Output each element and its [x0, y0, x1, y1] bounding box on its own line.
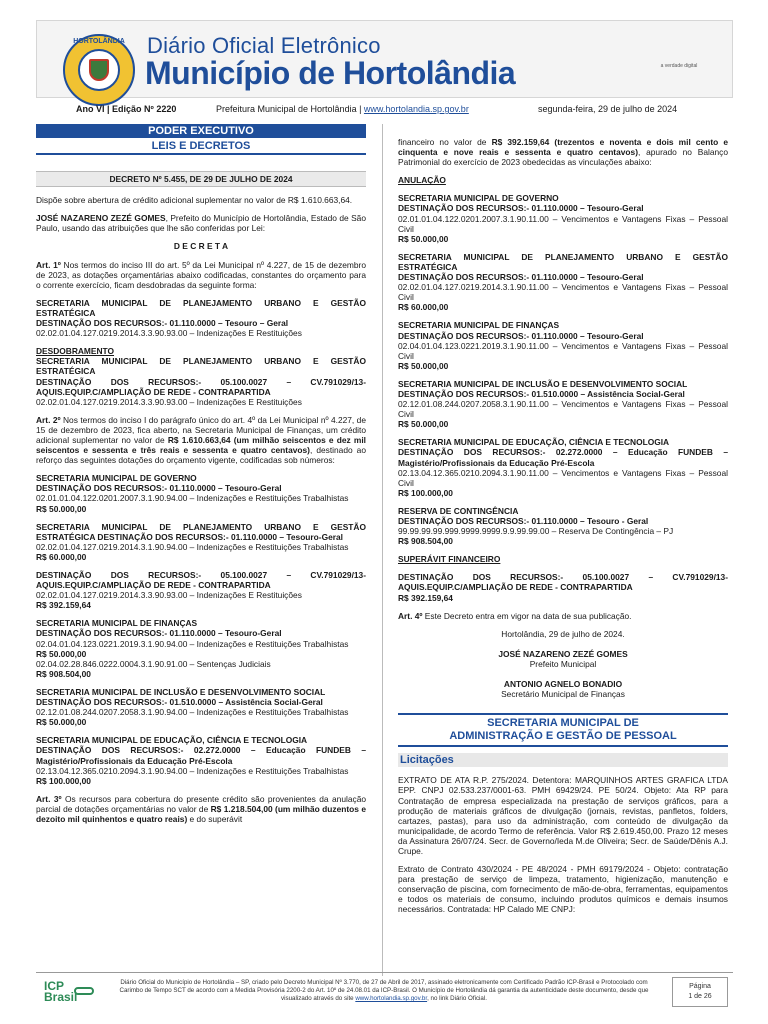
section-banner-administracao: SECRETARIA MUNICIPAL DE ADMINISTRAÇÃO E GESTÃO DE PESSOAL	[398, 713, 728, 747]
decree-preamble: JOSÉ NAZARENO ZEZÉ GOMES, Prefeito do Município de Hortolândia, Estado de São Paulo, usando das atribuições que lhe são conferidas por Lei:	[36, 213, 366, 234]
decreta-heading: D E C R E T A	[173, 241, 229, 252]
licitacoes-heading: Licitações	[398, 753, 728, 767]
icp-brasil-logo-icon: ICP Brasil	[44, 979, 96, 1005]
dotacao-block: SECRETARIA MUNICIPAL DE PLANEJAMENTO URBANO E GESTÃO ESTRATÉGICA DESTINAÇÃO DOS RECURSOS:- 01.110.0000 – Tesouro – Geral 02.02.01.04.127.0219.2014.3.3.90.93.00 – Indenizações E Restituições	[36, 297, 366, 339]
section-banner-leis-decretos: LEIS E DECRETOS	[36, 141, 366, 155]
seal-label: HORTOLÂNDIA	[73, 38, 125, 45]
licitacao-extrato-ata: EXTRATO DE ATA R.P. 275/2024. Detentora: MARQUINHOS ARTES GRAFICA LTDA EPP. CNPJ 02.533.237/0001-63. PMH 69429/24. PE 50/24. Objeto: Ata RP para Contratação de empresa especializada na prestação de serviços gráficos, para a produção de materiais gráficos de divulgação (jornais, revistas, panfletos, folders, cartazes, pastas), para uso da administração, com conteúdo de divulgação da municipalidade, de acordo Termo de referência. Valor R$ 2.619.450,00. Prazo 12 meses da Assinatura 26/07/24. Secr. de Governo/Ieda M.de Oliveira; Secr. de Saúde/Dênis A.J. Crupe.	[398, 775, 728, 856]
footer-site-link[interactable]: www.hortolandia.sp.gov.br	[355, 995, 428, 1002]
anulacao-heading: ANULAÇÃO	[398, 175, 446, 186]
licitacao-extrato-contrato: Extrato de Contrato 430/2024 - PE 48/2024 - PMH 69179/2024 - Objeto: contratação para prestação de serviço de limpeza, tratamento, higienização, manutenção e conservação de piscina, com fornecimento de mão-de-obra, ferramentas, equipamentos e todos os materiais de consumo, incluindo produtos químicos e demais insumos necessários. Contratada: HP Calado ME CNPJ:	[398, 864, 728, 915]
edition-number: Ano VI | Edição Nº 2220	[76, 104, 177, 114]
document-page	[36, 20, 733, 1016]
art2: Art. 2º Nos termos do inciso I do parágrafo único do art. 4º da Lei Municipal nº 4.227, de 15 de dezembro de 2023, fica aberto, na Secretaria Municipal de Finanças, um crédito adicional suplementar no valor de R$ 1.610.663,64 (um milhão seiscentos e dez mil seiscentos e sessenta e três reais e sessenta e quatro centavos), destinado ao reforço das seguintes dotações do orçamento vigente, codificadas sob números:	[36, 414, 366, 466]
key-icon	[74, 987, 94, 995]
dotacao-block: SECRETARIA MUNICIPAL DE FINANÇAS DESTINAÇÃO DOS RECURSOS:- 01.110.0000 – Tesouro-Geral 02.04.01.04.123.0221.2019.3.1.90.94.00 – Indenizações e Restituições Trabalhistas R$ 50.000,00 02.04.02.28.846.0222.0004.3.1.90.91.00 – Sentenças Judiciais R$ 908.504,00	[36, 618, 349, 679]
right-column	[398, 137, 728, 915]
publication-title: Diário Oficial Eletrônico	[147, 33, 381, 58]
page-indicator: Página 1 de 26	[672, 977, 728, 1007]
dotacao-block: SECRETARIA MUNICIPAL DE EDUCAÇÃO, CIÊNCIA E TECNOLOGIA DESTINAÇÃO DOS RECURSOS:- 02.272.0000 – Educação FUNDEB – Magistério/Profissionais da Educação Pré-Escola 02.13.04.12.365.0210.2094.3.1.90.11.00 – Vencimentos e Vantagens Fixas – Pessoal Civil R$ 100.000,00	[398, 437, 728, 498]
signature-finance: ANTONIO AGNELO BONADIO Secretário Municipal de Finanças	[501, 679, 625, 700]
edition-bar	[36, 100, 733, 120]
place-date: Hortolândia, 29 de julho de 2024.	[501, 628, 625, 639]
dotacao-block: SECRETARIA MUNICIPAL DE PLANEJAMENTO URBANO E GESTÃO ESTRATÉGICA DESTINAÇÃO DOS RECURSOS:- 01.110.0000 – Tesouro-Geral 02.02.01.04.127.0219.2014.3.1.90.11.00 – Vencimentos e Vantagens Fixas – Pessoal Civil R$ 60.000,00	[398, 251, 728, 313]
masthead	[36, 20, 733, 98]
art3: Art. 3º Os recursos para cobertura do presente crédito são provenientes da anulação parcial de dotações orçamentárias no valor de R$ 1.218.504,00 (um milhão duzentos e dezoito mil quinhentos e quatro reais) e do superávit	[36, 793, 367, 824]
art1: Art. 1º Nos termos do inciso III do art. 5º da Lei Municipal nº 4.227, de 15 de dezembro de 2023, as dotações orçamentárias abaixo codificadas, constantes do orçamento para o corrente exercício, ficam desdobradas da seguinte forma:	[36, 259, 367, 290]
decree-ementa: Dispõe sobre abertura de crédito adicional suplementar no valor de R$ 1.610.663,64.	[36, 195, 353, 206]
icp-tagline: a verdade digital	[660, 63, 698, 69]
dotacao-block: DESTINAÇÃO DOS RECURSOS:- 05.100.0027 – CV.791029/13-AQUIS.EQUIP.C/AMPLIAÇÃO DE REDE - CONTRAPARTIDA R$ 392.159,64	[398, 572, 728, 603]
dotacao-block: SECRETARIA MUNICIPAL DE INCLUSÃO E DESENVOLVIMENTO SOCIAL DESTINAÇÃO DOS RECURSOS:- 01.510.0000 – Assistência Social-Geral 02.12.01.08.244.0207.2058.3.1.90.11.00 – Vencimentos e Vantagens Fixas – Pessoal Civil R$ 50.000,00	[398, 378, 728, 430]
dotacao-block: SECRETARIA MUNICIPAL DE FINANÇAS DESTINAÇÃO DOS RECURSOS:- 01.110.0000 – Tesouro-Geral 02.04.01.04.123.0221.2019.3.1.90.11.00 – Vencimentos e Vantagens Fixas – Pessoal Civil R$ 50.000,00	[398, 320, 728, 371]
section-banner-poder-executivo: PODER EXECUTIVO	[36, 124, 366, 138]
dotacao-block: SECRETARIA MUNICIPAL DE INCLUSÃO E DESENVOLVIMENTO SOCIAL DESTINAÇÃO DOS RECURSOS:- 01.510.0000 – Assistência Social-Geral 02.12.01.08.244.0207.2058.3.1.90.94.00 – Indenizações e Restituições Trabalhistas R$ 50.000,00	[36, 686, 349, 728]
dotacao-block: SECRETARIA MUNICIPAL DE GOVERNO DESTINAÇÃO DOS RECURSOS:- 01.110.0000 – Tesouro-Geral 02.01.01.04.122.0201.2007.3.1.90.94.00 – Indenizações e Restituições Trabalhistas R$ 50.000,00	[36, 473, 349, 514]
dotacao-block: RESERVA DE CONTINGÊNCIA DESTINAÇÃO DOS RECURSOS:- 01.110.0000 – Tesouro - Geral 99.99.99.99.999.9999.9999.9.9.99.99.00 – Reserva De Contingência – PJ R$ 908.504,00	[398, 505, 674, 547]
column-divider	[382, 124, 383, 976]
left-column	[36, 124, 366, 824]
superavit-heading: SUPERÁVIT FINANCEIRO	[398, 554, 501, 565]
city-seal-icon	[63, 34, 135, 106]
dotacao-block: SECRETARIA MUNICIPAL DE EDUCAÇÃO, CIÊNCIA E TECNOLOGIA DESTINAÇÃO DOS RECURSOS:- 02.272.0000 – Educação FUNDEB – Magistério/Profissionais da Educação Pré-Escola 02.13.04.12.365.0210.2094.3.1.90.94.00 – Indenizações e Restituições Trabalhistas R$ 100.000,00	[36, 735, 366, 786]
art3-continuation: financeiro no valor de R$ 392.159,64 (trezentos e noventa e dois mil cento e cinquenta e nove reais e sessenta e quatro centavos), apurado no Balanço Patrimonial do exercício de 2023 obedecidas as vinculações abaixo:	[398, 137, 729, 168]
signature-mayor: JOSÉ NAZARENO ZEZÉ GOMES Prefeito Municipal	[498, 648, 628, 669]
municipality-title: Município de Hortolândia	[145, 55, 516, 91]
art4: Art. 4º Este Decreto entra em vigor na data de sua publicação.	[398, 610, 632, 621]
page-footer	[36, 972, 733, 1012]
prefeitura-line: Prefeitura Municipal de Hortolândia | www.hortolandia.sp.gov.br	[216, 104, 469, 114]
edition-date: segunda-feira, 29 de julho de 2024	[538, 104, 678, 114]
fingerprint-icon	[647, 35, 711, 83]
dotacao-block: DESDOBRAMENTO SECRETARIA MUNICIPAL DE PLANEJAMENTO URBANO E GESTÃO ESTRATÉGICA DESTINAÇÃO DOS RECURSOS:- 05.100.0027 – CV.791029/13-AQUIS.EQUIP.C/AMPLIAÇÃO DE REDE - CONTRAPARTIDA 02.02.01.04.127.0219.2014.3.3.90.93.00 – Indenizações E Restituições	[36, 346, 366, 407]
dotacao-block: SECRETARIA MUNICIPAL DE PLANEJAMENTO URBANO E GESTÃO ESTRATÉGICA DESTINAÇÃO DOS RECURSOS:- 01.110.0000 – Tesouro-Geral 02.02.01.04.127.0219.2014.3.1.90.94.00 – Indenizações e Restituições Trabalhistas R$ 60.000,00	[36, 521, 366, 562]
legal-notice: Diário Oficial do Município de Hortolândia – SP, criado pelo Decreto Municipal Nº 3.770, de 27 de Abril de 2017, assinado eletronicamente com Certificado Padrão ICP-Brasil e Protocolado com Carimbo de Tempo SCT de acordo com a Medida Provisória 2200-2 do Art. 10º de 24.08.01 da ICP-Brasil. O Município de Hortolândia dá garantia da autenticidade deste documento, desde que visualizado através do site www.hortolandia.sp.gov.br, no link Diário Oficial.	[119, 979, 649, 1002]
dotacao-block: DESTINAÇÃO DOS RECURSOS:- 05.100.0027 – CV.791029/13-AQUIS.EQUIP.C/AMPLIAÇÃO DE REDE - CONTRAPARTIDA 02.02.01.04.127.0219.2014.3.3.90.93.00 – Indenizações E Restituições R$ 392.159,64	[36, 570, 366, 611]
decree-title: DECRETO Nº 5.455, DE 29 DE JULHO DE 2024	[36, 171, 366, 187]
dotacao-block: SECRETARIA MUNICIPAL DE GOVERNO DESTINAÇÃO DOS RECURSOS:- 01.110.0000 – Tesouro-Geral 02.01.01.04.122.0201.2007.3.1.90.11.00 – Vencimentos e Vantagens Fixas – Pessoal Civil R$ 50.000,00	[398, 193, 728, 244]
site-link[interactable]: www.hortolandia.sp.gov.br	[363, 104, 469, 114]
